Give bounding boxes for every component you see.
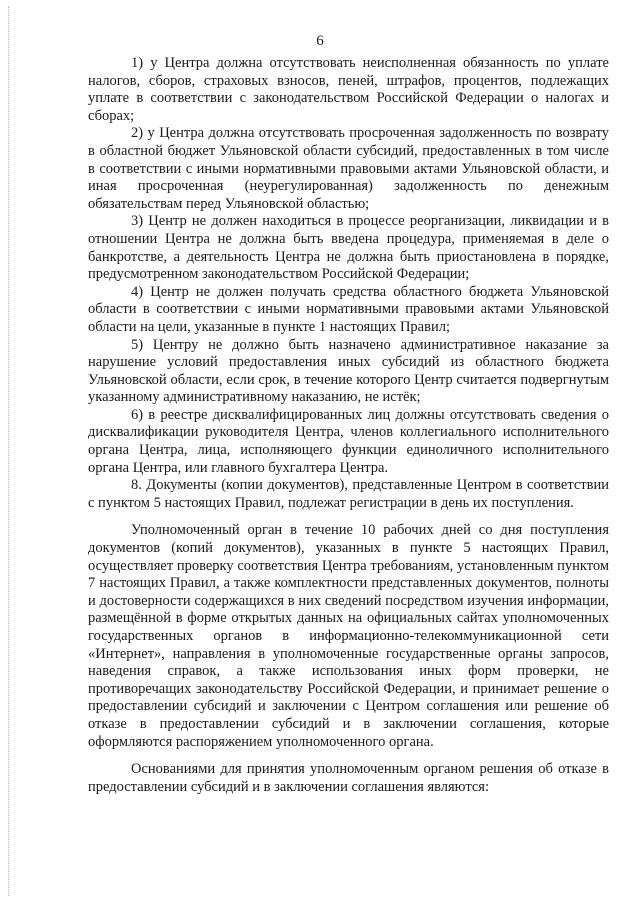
paragraph-item-3: 3) Центр не должен находиться в процессе реорганизации, ликвидации и в отношении Центра не должна быть введена процедура, применяемая в деле о банкротстве, а деятельность Центра не должна быть приостановлена в порядке, предусмотренном законодательством Российской Федерации; [88, 213, 609, 283]
document-body [88, 55, 609, 796]
paragraph-refusal-grounds: Основаниями для принятия уполномоченным органом решения об отказе в предоставлении субсидий и в заключении соглашения являются: [88, 761, 609, 795]
paragraph-item-1: 1) у Центра должна отсутствовать неисполненная обязанность по уплате налогов, сборов, страховых взносов, пеней, штрафов, процентов, подлежащих уплате в соответствии с законодательством Российской Федерации о налогах и сборах; [88, 55, 609, 124]
paragraph-verification: Уполномоченный орган в течение 10 рабочих дней со дня поступления документов (копий документов), указанных в пункте 5 настоящих Правил, осуществляет проверку соответствия Центра требованиям, установленным пунктом 7 настоящих Правил, а также комплектности представленных документов, полноты и достоверности содержащихся в них сведений посредством изучения информации, размещённой в форме открытых данных на официальных сайтах уполномоченных государственных органов в информационно-телекоммуникационной сети «Интернет», направления в уполномоченные государственные органы запросов, наведения справок, а также использования иных форм проверки, не противоречащих законодательству Российской Федерации, и принимает решение о предоставлении субсидий и заключении с Центром соглашения или решение об отказе в предоставлении субсидий и в заключении соглашения, которые оформляются распоряжением уполномоченного органа. [88, 522, 609, 750]
paragraph-item-5: 5) Центру не должно быть назначено административное наказание за нарушение условий предоставления иных субсидий из областного бюджета Ульяновской области, если срок, в течение которого Центр считается подвергнутым указанному административному наказанию, не истёк; [88, 336, 609, 406]
binding-margin-line [8, 6, 9, 896]
paragraph-clause-8: 8. Документы (копии документов), представленные Центром в соответствии с пунктом 5 настоящих Правил, подлежат регистрации в день их поступления. [88, 477, 609, 511]
page-number: 6 [316, 33, 324, 49]
paragraph-item-2: 2) у Центра должна отсутствовать просроченная задолженность по возврату в областной бюджет Ульяновской области субсидий, предоставленных в том числе в соответствии с иными нормативными правовыми актами Ульяновской области, и иная просроченная (неурегулированная) задолженность по денежным обязательствам перед Ульяновской областью; [88, 125, 609, 212]
paragraph-item-6: 6) в реестре дисквалифицированных лиц должны отсутствовать сведения о дисквалификации руководителя Центра, членов коллегиального исполнительного органа Центра, лица, исполняющего функции единоличного исполнительного органа Центра, или главного бухгалтера Центра. [88, 406, 609, 476]
paragraph-item-4: 4) Центр не должен получать средства областного бюджета Ульяновской области в соответствии с иными нормативными правовыми актами Ульяновской области на цели, указанные в пункте 1 настоящих Правил; [88, 283, 609, 335]
